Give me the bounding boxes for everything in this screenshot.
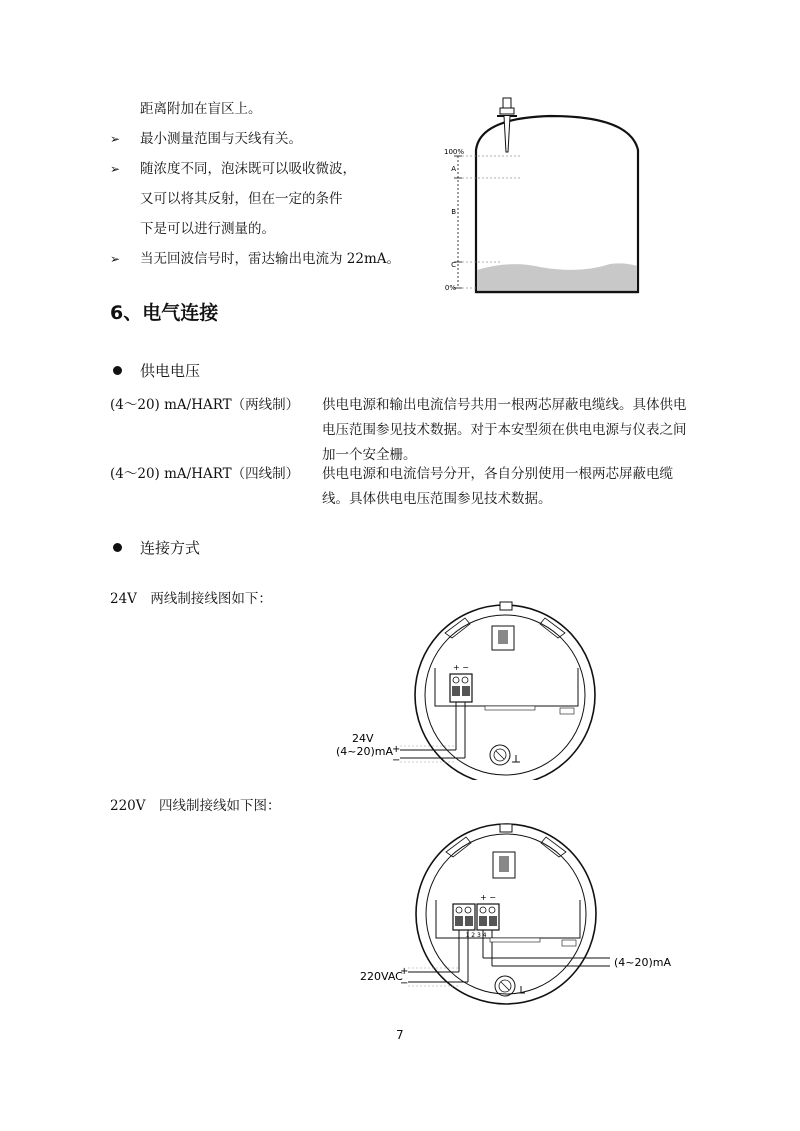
svg-text:1 2 3 4: 1 2 3 4 — [465, 932, 487, 939]
svg-text:+ −: + − — [453, 663, 469, 672]
supply-term: (4～20) mA/HART（四线制） — [110, 466, 300, 482]
section-title: 6、电气连接 — [110, 302, 219, 324]
connection-heading: 连接方式 — [140, 539, 201, 557]
tank-label-c: C — [451, 261, 456, 269]
label-220vac: 220VAC — [360, 970, 403, 983]
supply-desc: 供电电源和输出电流信号共用一根两芯屏蔽电缆线。具体供电电压范围参见技术数据。对于本安型须在供电电源与仪表之间加一个安全栅。 — [322, 397, 687, 463]
bullet-dot-icon — [113, 543, 122, 552]
two-wire-diagram — [330, 600, 610, 780]
tank-label-b: B — [451, 208, 456, 216]
four-wire-diagram — [340, 822, 680, 1012]
svg-text:−: − — [392, 755, 401, 766]
svg-text:+: + — [400, 966, 409, 977]
svg-text:+ −: + − — [480, 893, 496, 902]
diagram2-caption: 220V 四线制接线如下图： — [110, 798, 281, 814]
tank-diagram — [440, 92, 650, 302]
label-4-20ma-out: (4~20)mA — [614, 956, 672, 969]
bullet-dot-icon — [113, 366, 122, 375]
svg-text:+: + — [392, 744, 401, 755]
supply-desc: 供电电源和电流信号分开，各自分别使用一根两芯屏蔽电缆线。具体供电电压范围参见技术数据。 — [322, 466, 673, 507]
diagram1-caption: 24V 两线制接线图如下： — [110, 591, 272, 607]
supply-heading: 供电电压 — [140, 362, 201, 380]
arrow-bullet-icon: ➢ — [110, 252, 121, 266]
arrow-bullet-icon: ➢ — [110, 162, 121, 176]
bullet-item: 最小测量范围与天线有关。 — [140, 131, 302, 147]
intro-line: 距离附加在盲区上。 — [140, 101, 262, 117]
antenna-housing — [503, 98, 511, 108]
label-4-20ma: (4~20)mA — [336, 745, 394, 758]
page-number: 7 — [396, 1028, 404, 1042]
tank-label-100: 100% — [443, 148, 465, 156]
bullet-item: 当无回波信号时，雷达输出电流为 22mA。 — [140, 251, 401, 267]
bullet-continuation: 又可以将其反射，但在一定的条件 — [140, 191, 343, 207]
bullet-item: 随浓度不同，泡沫既可以吸收微波， — [140, 161, 356, 177]
tank-label-a: A — [451, 165, 456, 173]
label-24v: 24V — [352, 732, 374, 745]
arrow-bullet-icon: ➢ — [110, 132, 121, 146]
bullet-continuation: 下是可以进行测量的。 — [140, 221, 275, 237]
supply-term: (4～20) mA/HART（两线制） — [110, 397, 300, 413]
svg-text:−: − — [400, 978, 409, 989]
tank-label-0: 0% — [444, 284, 456, 292]
